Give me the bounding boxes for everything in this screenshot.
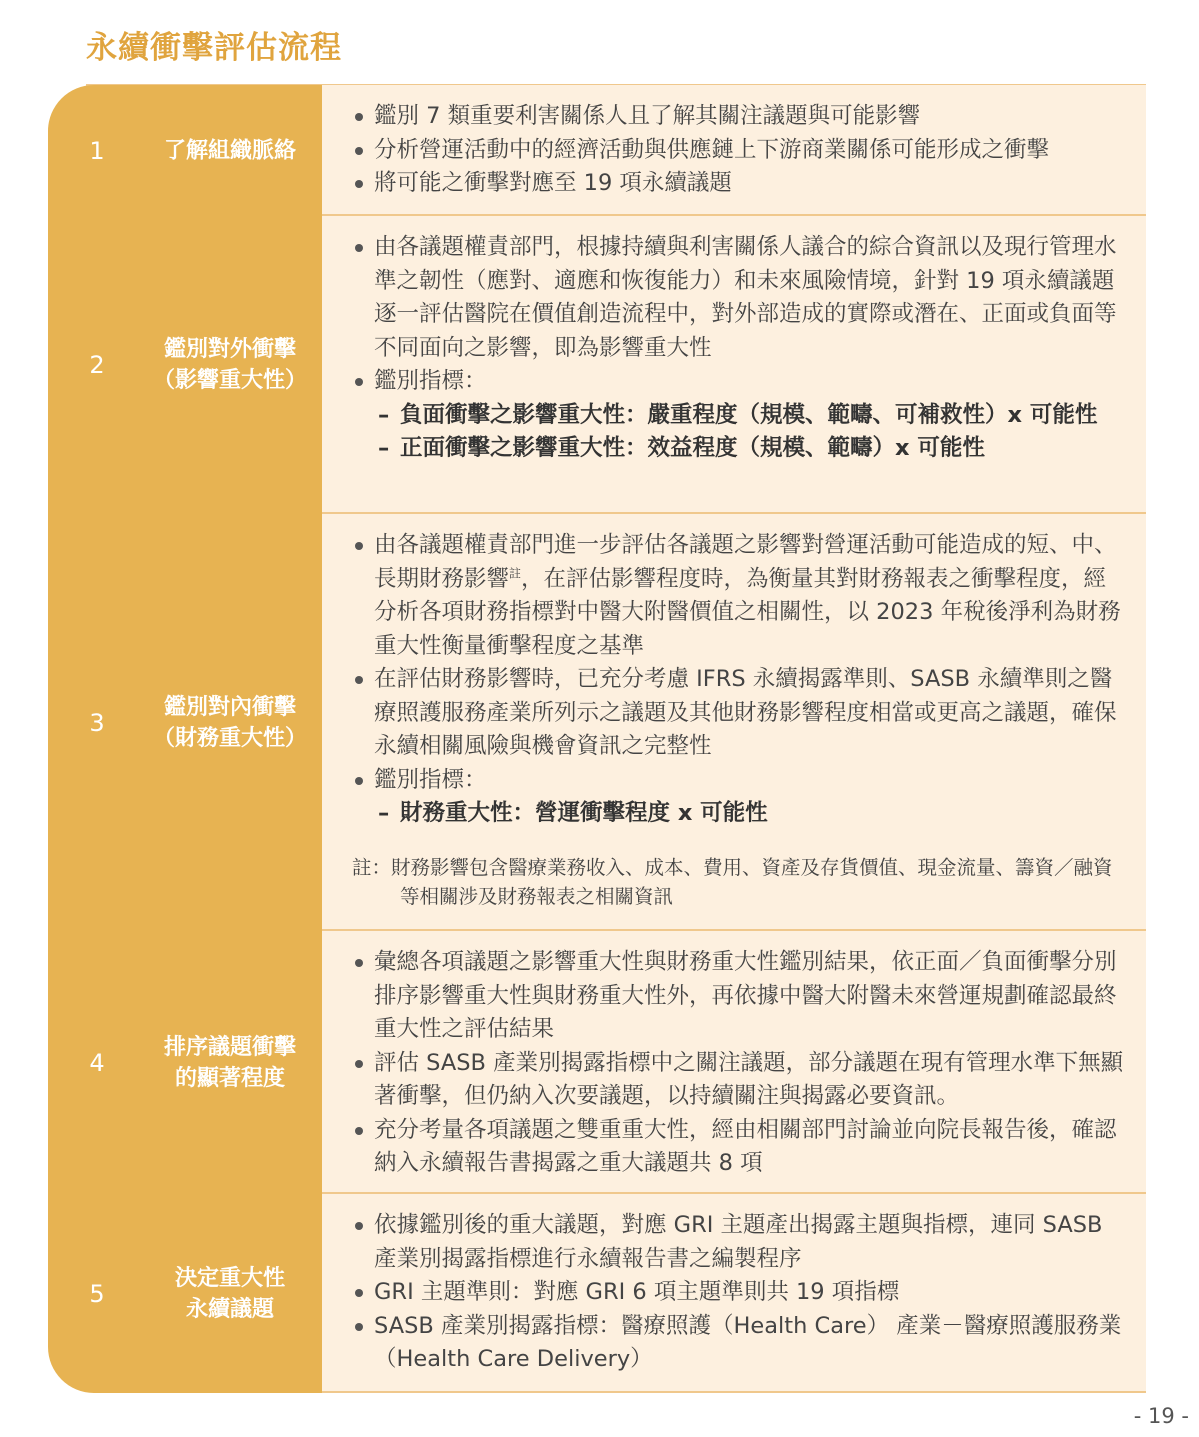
bullet-item: 評估 SASB 產業別揭露指標中之關注議題，部分議題在現有管理水準下無顯著衝擊，但仍納入次要議題，以持續關注與揭露必要資訊。	[352, 1047, 1124, 1114]
bullet-item: 鑑別指標：	[352, 764, 1124, 798]
step-row-4	[48, 931, 1146, 1194]
page-number: - 19 -	[1133, 1404, 1189, 1428]
indicator-item: – 負面衝擊之影響重大性：嚴重程度（規模、範疇、可補救性）x 可能性	[352, 399, 1124, 433]
step-title: 鑑別對內衝擊 （財務重大性）	[152, 694, 307, 751]
bullet-item: 由各議題權責部門，根據持續與利害關係人議合的綜合資訊以及現行管理水準之韌性（應對、適應和恢復能力）和未來風險情境，針對 19 項永續議題逐一評估醫院在價值創造流程中，對外部造成的實際或潛在、正面或負面等不同面向之影響，即為影響重大性	[352, 231, 1124, 365]
bullet-item	[352, 529, 1124, 663]
step-description	[322, 514, 1146, 931]
bullet-item: 鑑別指標：	[352, 365, 1124, 399]
bullet-text: ，在評估影響程度時，為衡量其對財務報表之衝擊程度，經分析各項財務指標對中醫大附醫價值之相關性，以 2023 年稅後淨利為財務重大性衡量衝擊程度之基準	[374, 565, 1121, 659]
bullet-item: 將可能之衝擊對應至 19 項永續議題	[352, 167, 1124, 201]
footnote-marker: 註	[509, 566, 522, 580]
step-row-1	[48, 85, 1146, 216]
step-row-5	[48, 1194, 1146, 1393]
step-description	[322, 1194, 1146, 1393]
bullet-item: 在評估財務影響時，已充分考慮 IFRS 永續揭露準則、SASB 永續準則之醫療照護服務產業所列示之議題及其他財務影響程度相當或更高之議題，確保永續相關風險與機會資訊之完整性	[352, 663, 1124, 764]
step-number: 2	[89, 351, 105, 379]
footnote: 註：財務影響包含醫療業務收入、成本、費用、資產及存貨價值、現金流量、籌資／融資等相關涉及財務報表之相關資訊	[352, 855, 1113, 908]
step-title: 決定重大性 永續議題	[174, 1265, 285, 1322]
bullet-text: 由各議題權責部門進一步評估各議題之影響對營運活動可能造成的短、中、長期財務影響	[374, 532, 1117, 592]
page-title: 永續衝擊評估流程	[86, 30, 342, 66]
step-row-3	[48, 514, 1146, 931]
step-number: 5	[89, 1279, 105, 1308]
bullet-item: 彙總各項議題之影響重大性與財務重大性鑑別結果，依正面／負面衝擊分別排序影響重大性與財務重大性外，再依據中醫大附醫未來營運規劃確認最終重大性之評估結果	[352, 946, 1124, 1047]
step-title: 鑑別對外衝擊 （影響重大性）	[152, 337, 307, 393]
bullet-item: 充分考量各項議題之雙重重大性，經由相關部門討論並向院長報告後，確認納入永續報告書揭露之重大議題共 8 項	[352, 1114, 1124, 1181]
bullet-item: SASB 產業別揭露指標：醫療照護（Health Care） 產業－醫療照護服務業（Health Care Delivery）	[352, 1310, 1124, 1377]
step-description	[322, 931, 1146, 1194]
step-number: 1	[89, 136, 105, 165]
indicator-item: – 正面衝擊之影響重大性：效益程度（規模、範疇）x 可能性	[352, 432, 1124, 466]
bullet-item: GRI 主題準則：對應 GRI 6 項主題準則共 19 項指標	[352, 1276, 1124, 1310]
step-description	[322, 216, 1146, 514]
step-row-2	[48, 216, 1146, 514]
bullet-item: 鑑別 7 類重要利害關係人且了解其關注議題與可能影響	[352, 100, 1124, 134]
step-description	[322, 85, 1146, 216]
step-number: 3	[89, 708, 105, 737]
bullet-item: 依據鑑別後的重大議題，對應 GRI 主題產出揭露主題與指標，連同 SASB 產業別揭露指標進行永續報告書之編製程序	[352, 1209, 1124, 1276]
assessment-process-table	[48, 85, 1146, 1393]
step-title: 排序議題衝擊 的顯著程度	[163, 1034, 296, 1091]
indicator-item: – 財務重大性：營運衝擊程度 x 可能性	[352, 797, 1124, 831]
step-number: 4	[89, 1048, 105, 1077]
step-title: 了解組織脈絡	[163, 138, 296, 163]
bullet-item: 分析營運活動中的經濟活動與供應鏈上下游商業關係可能形成之衝擊	[352, 134, 1124, 168]
